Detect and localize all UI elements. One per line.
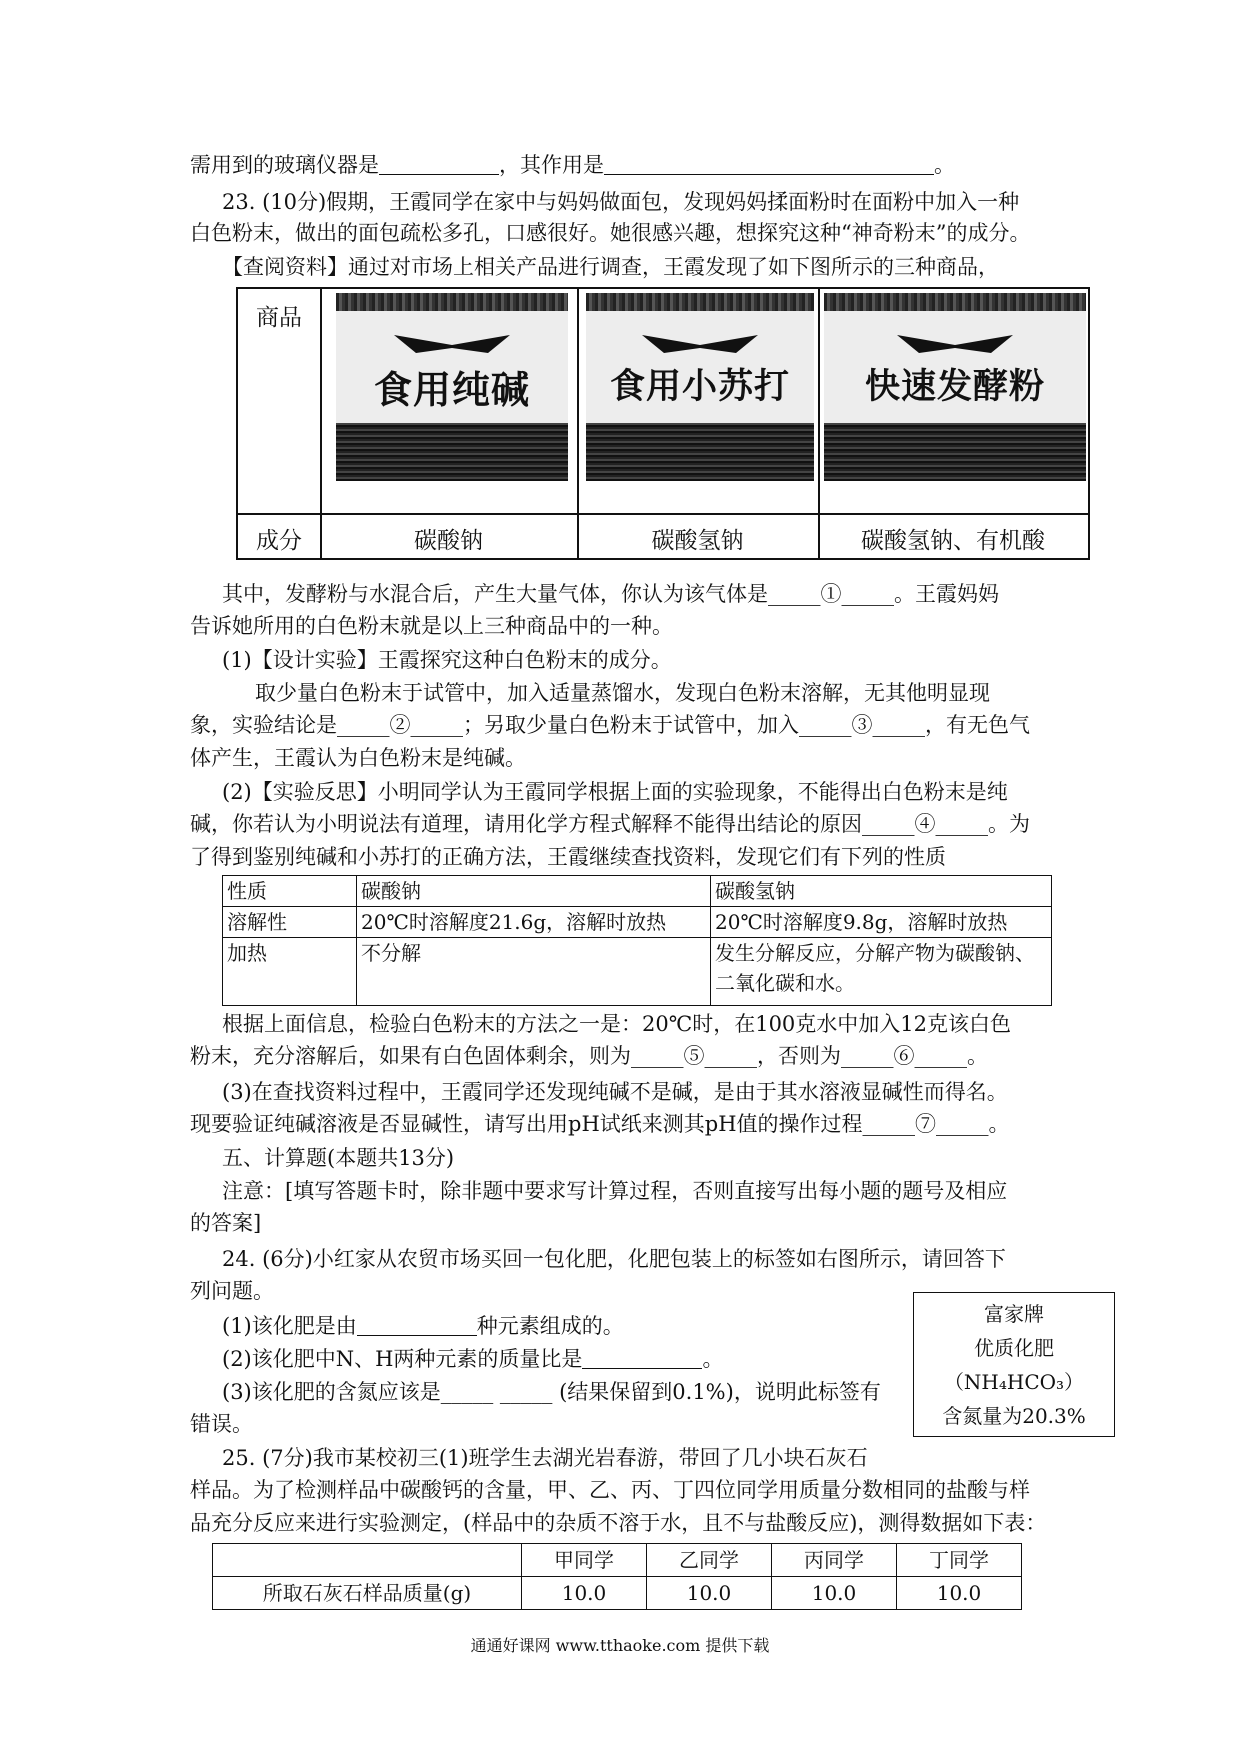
text: 种元素组成的。 <box>476 1314 624 1338</box>
q23-intro-1: 23. (10分)假期，王霞同学在家中与妈妈做面包，发现妈妈揉面粉时在面粉中加入一种 <box>222 190 1020 214</box>
q23-part2-b: 碱，你若认为小明说法有道理，请用化学方程式解释不能得出结论的原因_____④_____。为 <box>190 812 1030 836</box>
table-header-cell: 乙同学 <box>647 1544 772 1577</box>
table-cell: 所取石灰石样品质量(g) <box>213 1577 522 1610</box>
q24-part3-b: 错误。 <box>190 1412 253 1436</box>
product-package-soda <box>336 293 568 481</box>
product-name: 快速发酵粉 <box>864 367 1045 407</box>
blank <box>357 1313 477 1336</box>
q23-part3-b: 现要验证纯碱溶液是否显碱性，请写出用pH试纸来测其pH值的操作过程_____⑦_____。 <box>190 1112 1010 1136</box>
table-cell: 10.0 <box>522 1577 647 1610</box>
table-row <box>223 876 1052 907</box>
table-cell: 20℃时溶解度21.6g，溶解时放热 <box>357 907 711 938</box>
table-row <box>213 1577 1022 1610</box>
blank <box>604 152 934 175</box>
q23-part3-a: (3)在查找资料过程中，王霞同学还发现纯碱不是碱，是由于其水溶液显碱性而得名。 <box>222 1080 1008 1104</box>
q25-c: 品充分反应来进行实验测定，(样品中的杂质不溶于水，且不与盐酸反应)，测得数据如下表： <box>190 1511 1047 1535</box>
table-row <box>223 907 1052 938</box>
product-name: 食用纯碱 <box>373 368 530 412</box>
q23-after-1: 根据上面信息，检验白色粉末的方法之一是：20℃时，在100克水中加入12克该白色 <box>222 1012 1012 1036</box>
table-cell: 10.0 <box>647 1577 772 1610</box>
q23-part2-c: 了得到鉴别纯碱和小苏打的正确方法，王霞继续查找资料，发现它们有下列的性质 <box>190 845 946 869</box>
q23-part1-c: 体产生，王霞认为白色粉末是纯碱。 <box>190 746 526 770</box>
q23-part1-title: (1)【设计实验】王霞探究这种白色粉末的成分。 <box>222 648 672 672</box>
properties-table <box>222 875 1052 1006</box>
q25-a: 25. (7分)我市某校初三(1)班学生去湖光岩春游，带回了几小块石灰石 <box>222 1446 868 1470</box>
fertilizer-label <box>913 1292 1115 1437</box>
q24-part3-a: (3)该化肥的含氮应该是_____ _____ (结果保留到0.1%)，说明此标签有 <box>222 1380 881 1404</box>
table-row <box>223 938 1052 1006</box>
row-label-goods: 商品 <box>256 305 302 331</box>
table-header-cell <box>213 1544 522 1577</box>
brand-logo-icon <box>895 331 1015 357</box>
table-header-cell: 性质 <box>223 876 357 907</box>
ingredient-yeast-powder: 碳酸氢钠、有机酸 <box>861 528 1045 554</box>
q23-reference: 【查阅资料】通过对市场上相关产品进行调查，王霞发现了如下图所示的三种商品， <box>222 255 999 279</box>
table-cell: 不分解 <box>357 938 711 1006</box>
ingredient-soda: 碳酸钠 <box>414 528 483 554</box>
product-package-yeast-powder <box>824 293 1086 481</box>
q25-b: 样品。为了检测样品中碳酸钙的含量，甲、乙、丙、丁四位同学用质量分数相同的盐酸与样 <box>190 1478 1030 1502</box>
table-cell: 溶解性 <box>223 907 357 938</box>
q24-b: 列问题。 <box>190 1279 274 1303</box>
text: 需用到的玻璃仪器是 <box>190 153 379 177</box>
brand-logo-icon <box>392 331 512 357</box>
text: ，其作用是 <box>499 153 604 177</box>
samples-table <box>212 1543 1022 1610</box>
table-header-cell: 甲同学 <box>522 1544 647 1577</box>
q23-intro-2: 白色粉末，做出的面包疏松多孔，口感很好。她很感兴趣，想探究这种“神奇粉末”的成分。 <box>190 221 1031 245</box>
text: 。 <box>702 1347 724 1371</box>
product-package-baking-soda <box>586 293 814 481</box>
table-row <box>213 1544 1022 1577</box>
q24-a: 24. (6分)小红家从农贸市场买回一包化肥，化肥包装上的标签如右图所示，请回答下 <box>222 1247 1006 1271</box>
table-header-cell: 碳酸氢钠 <box>711 876 1052 907</box>
text: 。 <box>934 153 955 177</box>
label-nitrogen: 含氮量为20.3% <box>942 1404 1086 1428</box>
label-brand: 富家牌 <box>984 1302 1044 1326</box>
note-1: 注意：[填写答题卡时，除非题中要求写计算过程，否则直接写出每小题的题号及相应 <box>222 1179 1008 1203</box>
text: (2)该化肥中N、H两种元素的质量比是 <box>222 1347 583 1371</box>
q24-part1 <box>222 1310 624 1340</box>
q24-part2 <box>222 1343 723 1373</box>
product-table <box>236 287 1090 560</box>
table-header-cell: 丙同学 <box>772 1544 897 1577</box>
table-cell: 20℃时溶解度9.8g，溶解时放热 <box>711 907 1052 938</box>
note-2: 的答案] <box>190 1211 262 1235</box>
text: (1)该化肥是由 <box>222 1314 357 1338</box>
section-5-title: 五、计算题(本题共13分) <box>222 1146 455 1170</box>
label-formula: （NH₄HCO₃） <box>943 1370 1085 1394</box>
product-name: 食用小苏打 <box>609 367 790 407</box>
q23-part1-b: 象，实验结论是_____②_____；另取少量白色粉末于试管中，加入_____③_____，有无色气 <box>190 713 1030 737</box>
table-cell: 发生分解反应，分解产物为碳酸钠、二氧化碳和水。 <box>711 938 1052 1006</box>
q23-gas-2: 告诉她所用的白色粉末就是以上三种商品中的一种。 <box>190 614 673 638</box>
line-glassware <box>190 150 955 180</box>
brand-logo-icon <box>640 331 760 357</box>
row-label-ingredients: 成分 <box>256 528 302 554</box>
q23-gas-1: 其中，发酵粉与水混合后，产生大量气体，你认为该气体是_____①_____。王霞妈妈 <box>222 582 999 606</box>
table-cell: 加热 <box>223 938 357 1006</box>
page-footer: 通通好课网 www.tthaoke.com 提供下载 <box>470 1636 770 1655</box>
q23-part1-a: 取少量白色粉末于试管中，加入适量蒸馏水，发现白色粉末溶解，无其他明显现 <box>255 681 990 705</box>
table-header-cell: 碳酸钠 <box>357 876 711 907</box>
label-product: 优质化肥 <box>974 1336 1054 1360</box>
q23-part2-a: (2)【实验反思】小明同学认为王霞同学根据上面的实验现象，不能得出白色粉末是纯 <box>222 780 1008 804</box>
q23-after-2: 粉末，充分溶解后，如果有白色固体剩余，则为_____⑤_____，否则为_____⑥_____。 <box>190 1044 988 1068</box>
blank <box>379 152 499 175</box>
table-cell: 10.0 <box>772 1577 897 1610</box>
ingredient-baking-soda: 碳酸氢钠 <box>651 528 744 554</box>
blank <box>582 1346 702 1369</box>
table-cell: 10.0 <box>897 1577 1022 1610</box>
table-header-cell: 丁同学 <box>897 1544 1022 1577</box>
